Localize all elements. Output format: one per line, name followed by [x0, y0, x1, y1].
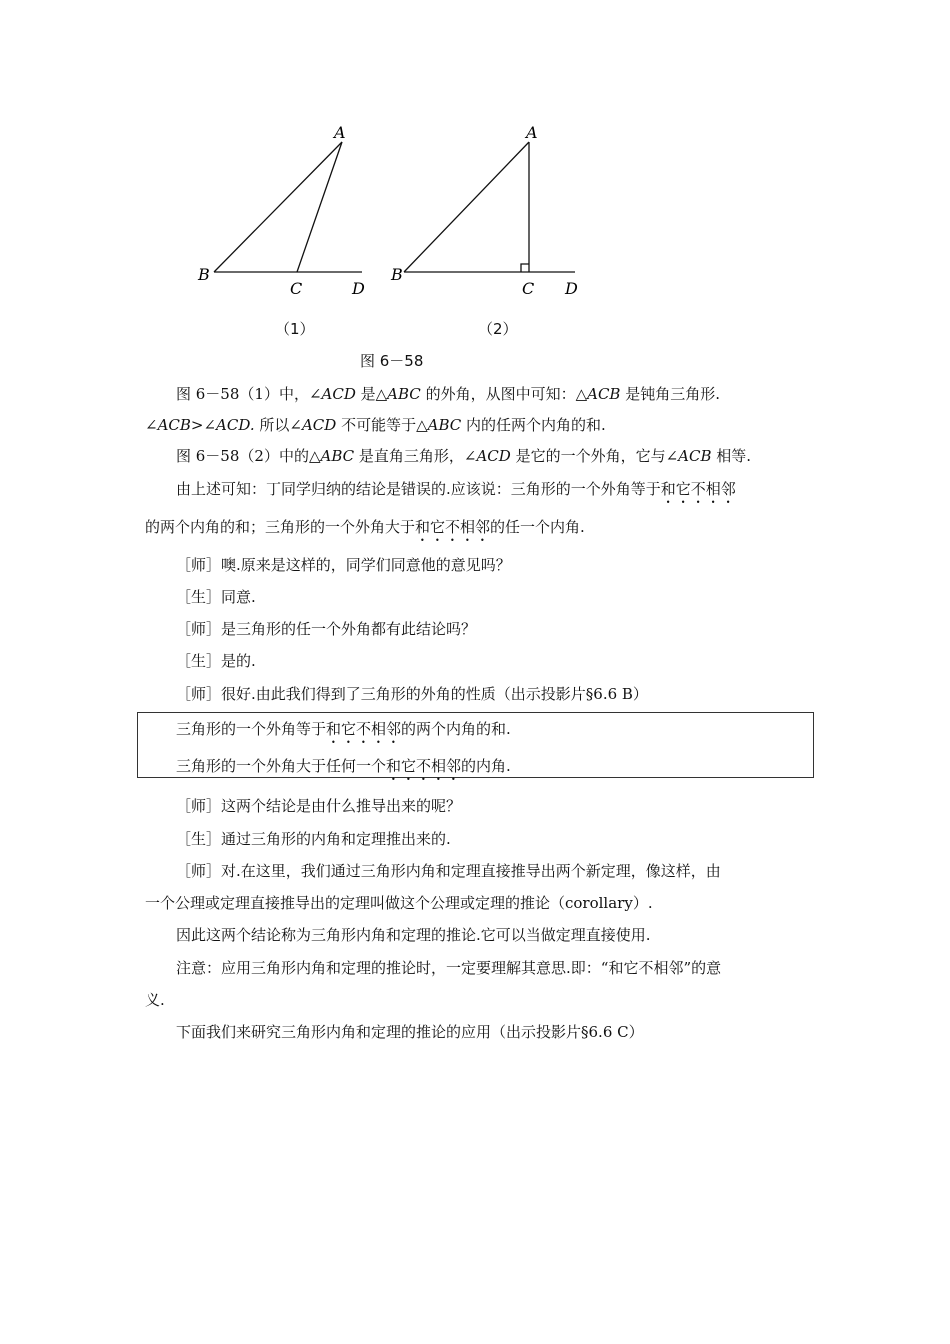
paragraph-1-line-1 — [176, 384, 720, 404]
text: ABC — [387, 385, 421, 403]
dialogue-line: ［师］这两个结论是由什么推导出来的呢？ — [176, 797, 462, 815]
dialogue-line: ［生］同意. — [176, 588, 256, 606]
text: ABC — [320, 447, 355, 465]
text: 的内角. — [461, 757, 511, 775]
dialogue-line: ［师］噢.原来是这样的，同学们同意他的意见吗？ — [176, 556, 511, 574]
triangle-figure-2 — [404, 142, 575, 272]
text: 是它的一个外角，它与∠ — [510, 447, 679, 465]
text: 三角形的一个外角大于任何一个 — [176, 757, 387, 775]
text: ABC — [427, 416, 462, 434]
text: 的两个内角的和. — [401, 720, 511, 738]
emphasized-text: 和它不相邻 — [660, 480, 736, 498]
dialogue-line: ［师］是三角形的任一个外角都有此结论吗？ — [176, 620, 477, 638]
theorem-line-1 — [176, 719, 511, 747]
emphasized-text: 和它不相邻 — [386, 757, 462, 775]
text: ACB — [678, 447, 712, 465]
text: 的任一个内角. — [490, 518, 585, 536]
dialogue-line: ［师］对.在这里，我们通过三角形内角和定理直接推导出两个新定理，像这样，由 — [176, 862, 721, 880]
text: 图 6－58（2）中的△ — [176, 447, 321, 465]
label-c-2: C — [522, 279, 535, 298]
text: ACB — [587, 385, 621, 403]
subfigure-label-2: （2） — [478, 320, 518, 338]
label-b-2: B — [391, 265, 403, 284]
text: 三角形的一个外角等于 — [176, 720, 327, 738]
dialogue-line: 一个公理或定理直接推导出的定理叫做这个公理或定理的推论（corollary）. — [145, 894, 653, 912]
text: ∠ACB>∠ACD. — [145, 416, 255, 434]
label-a-2: A — [526, 123, 538, 142]
paragraph-1-line-2 — [145, 415, 606, 435]
paragraph-line: 义. — [145, 991, 165, 1009]
text: 相等. — [711, 447, 752, 465]
label-d-2: D — [565, 279, 578, 298]
figure-6-58 — [0, 0, 950, 380]
text: 不可能等于△ — [336, 416, 428, 434]
paragraph-line: 下面我们来研究三角形内角和定理的推论的应用（出示投影片§6.6 C） — [176, 1023, 644, 1041]
label-c-1: C — [290, 279, 303, 298]
text: 所以∠ — [254, 416, 302, 434]
text: ACD — [301, 416, 337, 434]
emphasized-text: 和它不相邻 — [326, 720, 402, 738]
label-b-1: B — [198, 265, 210, 284]
text: 是△ — [355, 385, 388, 403]
figure-caption: 图 6－58 — [360, 352, 424, 370]
text: 是钝角三角形. — [620, 385, 720, 403]
paragraph-2 — [176, 446, 751, 466]
text: 图 6－58（1）中， — [176, 385, 309, 403]
paragraph-line: 因此这两个结论称为三角形内角和定理的推论.它可以当做定理直接使用. — [176, 926, 651, 944]
paragraph-line: 注意：应用三角形内角和定理的推论时，一定要理解其意思.即：“和它不相邻”的意 — [176, 959, 722, 977]
text: 由上述可知：丁同学归纳的结论是错误的.应该说：三角形的一个外角等于 — [176, 480, 661, 498]
emphasized-text: 和它不相邻 — [415, 518, 491, 536]
paragraph-3-line-2 — [145, 517, 585, 545]
label-a-1: A — [334, 123, 346, 142]
dialogue-line: ［生］通过三角形的内角和定理推出来的. — [176, 830, 451, 848]
triangle-figure-1 — [214, 142, 362, 272]
dialogue-line: ［生］是的. — [176, 652, 256, 670]
text: 的两个内角的和；三角形的一个外角大于 — [145, 518, 416, 536]
dialogue-line: ［师］很好.由此我们得到了三角形的外角的性质（出示投影片§6.6 B） — [176, 685, 648, 703]
text: 是直角三角形，∠ — [354, 447, 477, 465]
subfigure-label-1: （1） — [275, 320, 315, 338]
paragraph-3-line-1 — [176, 479, 736, 507]
text: ACD — [476, 447, 511, 465]
text: ∠ACD — [308, 385, 356, 403]
text: 内的任两个内角的和. — [461, 416, 606, 434]
theorem-line-2 — [176, 756, 511, 784]
label-d-1: D — [352, 279, 365, 298]
text: 的外角，从图中可知：△ — [420, 385, 588, 403]
